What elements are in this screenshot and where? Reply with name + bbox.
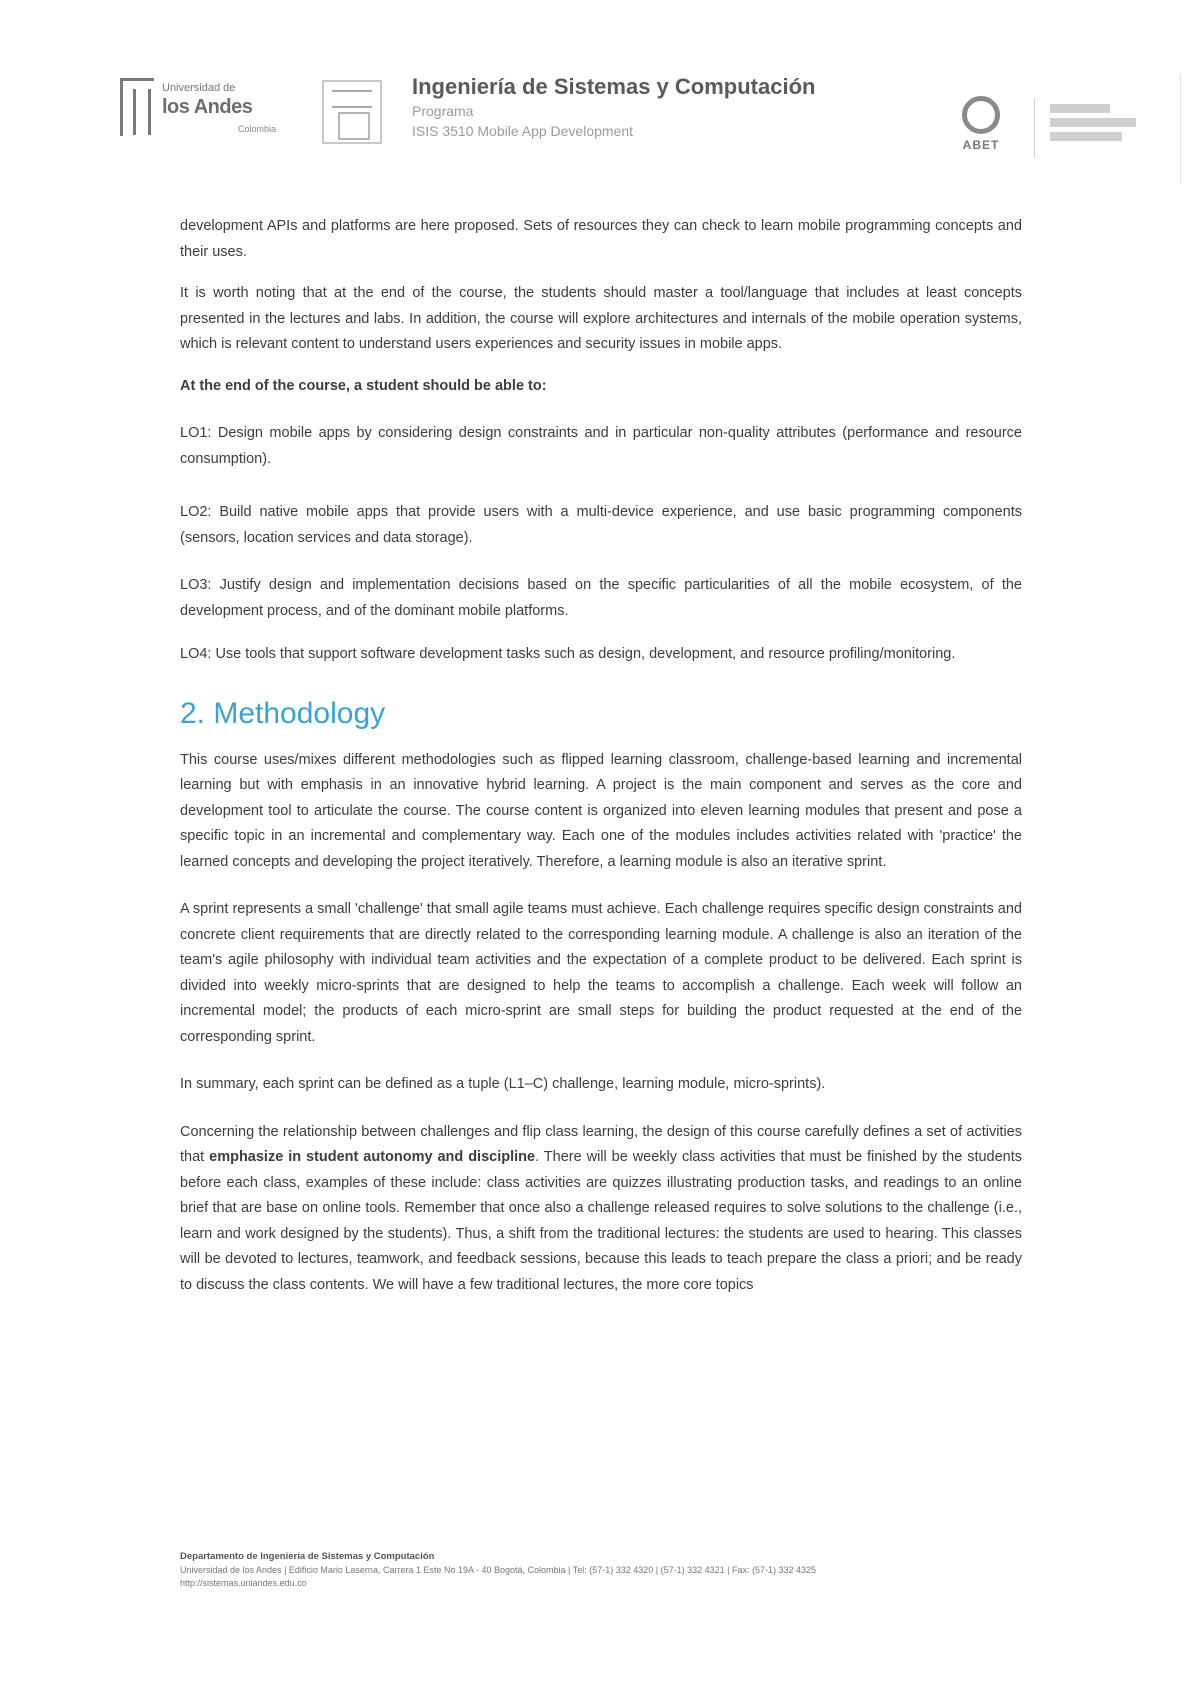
section-heading-methodology: 2. Methodology <box>180 696 386 730</box>
learning-outcome-lo3: LO3: Justify design and implementation decisions based on the specific particularities of all the mobile ecosystem, of the development process, and of the dominant mobile platforms. <box>180 577 1022 619</box>
uniandes-logo-line1: Universidad de <box>162 82 236 94</box>
uniandes-logo-line2: los Andes <box>162 96 253 118</box>
department-title: Ingeniería de Sistemas y Computación <box>412 74 816 99</box>
learning-outcome-lo1: LO1: Design mobile apps by considering design constraints and in particular non-quality attributes (performance and resource consumption). <box>180 425 1022 467</box>
footer-department: Departamento de Ingeniería de Sistemas y Computación <box>180 1551 435 1562</box>
methodology-paragraph-1: This course uses/mixes different methodologies such as flipped learning classroom, challenge-based learning and incremental learning but with emphasis in an innovative hybrid learning. A project is the main component and serves as the core and development tool to articulate the course. The course content is organized into eleven learning modules that present and pose a specific topic in an incremental and complementary way. Each one of the modules includes activities related with 'practice' the learned concepts and developing the project iteratively. Therefore, a learning module is also an iterative sprint. <box>180 751 1022 870</box>
program-label: Programa <box>412 103 474 119</box>
methodology-paragraph-4-emphasis: emphasize in student autonomy and discipline <box>209 1149 536 1165</box>
learning-outcome-lo2: LO2: Build native mobile apps that provide users with a multi-device experience, and use basic programming components (sensors, location services and data storage). <box>180 504 1022 546</box>
uniandes-logo-mark <box>120 78 154 136</box>
abet-ring-icon <box>962 96 1000 134</box>
header-text <box>412 74 872 140</box>
uniandes-logo <box>120 76 298 140</box>
faculty-logo <box>322 80 382 144</box>
intro-paragraph: development APIs and platforms are here proposed. Sets of resources they can check to learn mobile programming concepts and their uses. <box>180 218 1022 260</box>
methodology-paragraph-4 <box>180 1120 1022 1299</box>
learning-outcomes-intro: At the end of the course, a student should be able to: <box>180 377 547 394</box>
uniandes-logo-line3: Colombia <box>238 124 277 134</box>
accreditation-logo <box>1050 104 1146 152</box>
page-footer <box>180 1550 1022 1590</box>
course-label: ISIS 3510 Mobile App Development <box>412 123 634 139</box>
header-divider <box>1034 98 1035 158</box>
footer-website: http://sistemas.uniandes.edu.co <box>180 1578 307 1588</box>
methodology-paragraph-4-prefix: Concerning the relationship between challenges and flip class learning, the design of this course carefully defines a set of activities that <box>180 1123 1022 1165</box>
abet-label: ABET <box>962 138 1000 152</box>
document-body <box>180 214 1022 1298</box>
learning-outcome-lo4: LO4: Use tools that support software development tasks such as design, development, and resource profiling/monitoring. <box>180 646 956 662</box>
page-edge-line <box>1180 74 1181 184</box>
course-description-paragraph: It is worth noting that at the end of the course, the students should master a tool/language that includes at least concepts presented in the lectures and labs. In addition, the course will explore architectures and internals of the mobile operation systems, which is relevant content to understand users experiences and security issues in mobile apps. <box>180 285 1022 352</box>
abet-logo <box>950 96 1012 160</box>
footer-address: Universidad de los Andes | Edificio Mario Laserna, Carrera 1 Este No 19A - 40 Bogotá, Colombia | Tel: (57-1) 332 4320 | (57-1) 332 4321 | Fax: (57-1) 332 4325 <box>180 1565 817 1575</box>
methodology-paragraph-3: In summary, each sprint can be defined as a tuple (L1–C) challenge, learning module, micro-sprints). <box>180 1076 826 1092</box>
page-header <box>0 0 1190 200</box>
methodology-paragraph-4-suffix: . There will be weekly class activities that must be finished by the students before each class, examples of these include: class activities are quizzes illustrating production tasks, and readings to an online brief that are base on online tools. Remember that once also a challenge released requires to solve solutions to the challenge (i.e., learn and work designed by the students). Thus, a shift from the traditional lectures: the students are used to hearing. This classes will be devoted to lectures, teamwork, and feedback sessions, because this leads to teach prepare the class a priori; and be ready to discuss the class contents. We will have a few traditional lectures, the more core topics <box>180 1149 1023 1293</box>
methodology-paragraph-2: A sprint represents a small 'challenge' that small agile teams must achieve. Each challenge requires specific design constraints and concrete client requirements that are directly related to the corresponding learning module. A challenge is also an iteration of the team's agile philosophy with individual team activities and the expectation of a complete product to be delivered. Each sprint is divided into weekly micro-sprints that are designed to help the teams to accomplish a challenge. Each week will follow an incremental model; the products of each micro-sprint are small steps for building the product requested at the end of the corresponding sprint. <box>180 901 1022 1045</box>
